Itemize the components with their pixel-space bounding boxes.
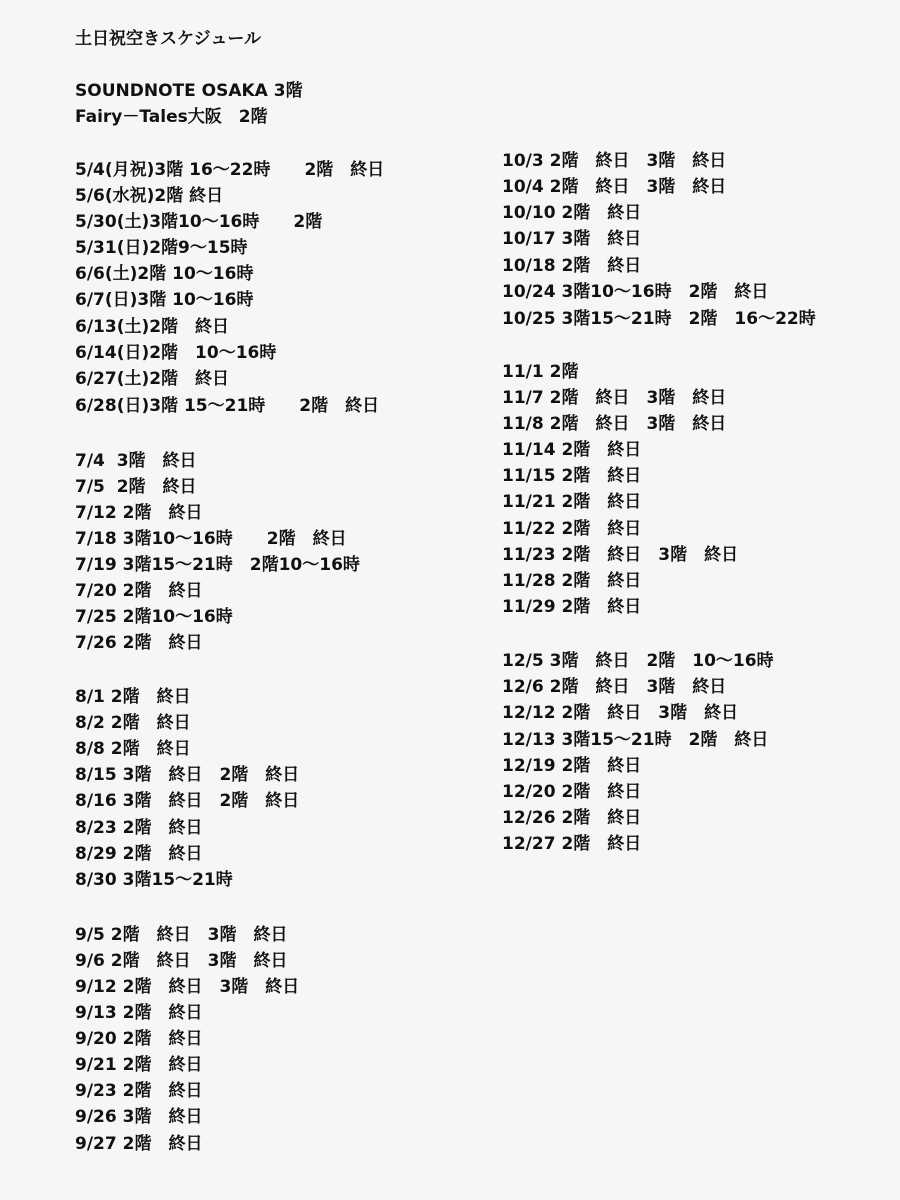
- schedule-entry: 9/23 2階 終日: [75, 1081, 203, 1101]
- schedule-entry: 9/21 2階 終日: [75, 1055, 203, 1075]
- schedule-entry: 8/23 2階 終日: [75, 818, 203, 838]
- schedule-entry: 7/18 3階10～16時 2階 終日: [75, 529, 347, 549]
- schedule-entry: 12/5 3階 終日 2階 10～16時: [502, 651, 774, 671]
- schedule-entry: 9/5 2階 終日 3階 終日: [75, 925, 288, 945]
- schedule-entry: 9/13 2階 終日: [75, 1003, 203, 1023]
- schedule-entry: 6/28(日)3階 15～21時 2階 終日: [75, 396, 380, 416]
- schedule-entry: 5/6(水祝)2階 終日: [75, 186, 224, 206]
- page-title: 土日祝空きスケジュール: [75, 29, 261, 49]
- schedule-entry: 8/1 2階 終日: [75, 687, 191, 707]
- schedule-entry: 11/29 2階 終日: [502, 597, 642, 617]
- schedule-entry: 12/27 2階 終日: [502, 834, 642, 854]
- schedule-entry: 7/5 2階 終日: [75, 477, 197, 497]
- schedule-entry: 10/17 3階 終日: [502, 229, 642, 249]
- schedule-entry: 9/12 2階 終日 3階 終日: [75, 977, 300, 997]
- schedule-entry: 11/8 2階 終日 3階 終日: [502, 414, 727, 434]
- schedule-entry: 12/26 2階 終日: [502, 808, 642, 828]
- schedule-entry: 11/22 2階 終日: [502, 519, 642, 539]
- schedule-entry: 12/13 3階15～21時 2階 終日: [502, 730, 769, 750]
- schedule-entry: 5/31(日)2階9～15時: [75, 238, 248, 258]
- schedule-entry: 11/1 2階: [502, 362, 579, 382]
- schedule-entry: 11/28 2階 終日: [502, 571, 642, 591]
- schedule-entry: 7/26 2階 終日: [75, 633, 203, 653]
- schedule-entry: 9/20 2階 終日: [75, 1029, 203, 1049]
- venue-line-fairy-tales: Fairy－Tales大阪 2階: [75, 107, 268, 127]
- schedule-entry: 10/24 3階10～16時 2階 終日: [502, 282, 769, 302]
- schedule-entry: 8/2 2階 終日: [75, 713, 191, 733]
- schedule-entry: 6/13(土)2階 終日: [75, 317, 230, 337]
- schedule-entry: 11/15 2階 終日: [502, 466, 642, 486]
- schedule-entry: 12/20 2階 終日: [502, 782, 642, 802]
- schedule-entry: 5/30(土)3階10～16時 2階: [75, 212, 323, 232]
- schedule-entry: 10/3 2階 終日 3階 終日: [502, 151, 727, 171]
- schedule-entry: 8/15 3階 終日 2階 終日: [75, 765, 300, 785]
- schedule-entry: 11/7 2階 終日 3階 終日: [502, 388, 727, 408]
- schedule-entry: 7/25 2階10～16時: [75, 607, 233, 627]
- schedule-entry: 6/7(日)3階 10～16時: [75, 290, 254, 310]
- schedule-entry: 9/27 2階 終日: [75, 1134, 203, 1154]
- schedule-entry: 11/14 2階 終日: [502, 440, 642, 460]
- schedule-entry: 10/4 2階 終日 3階 終日: [502, 177, 727, 197]
- schedule-entry: 7/19 3階15～21時 2階10～16時: [75, 555, 360, 575]
- schedule-entry: 9/6 2階 終日 3階 終日: [75, 951, 288, 971]
- schedule-entry: 10/10 2階 終日: [502, 203, 642, 223]
- schedule-entry: 6/14(日)2階 10～16時: [75, 343, 277, 363]
- schedule-entry: 7/12 2階 終日: [75, 503, 203, 523]
- schedule-entry: 11/23 2階 終日 3階 終日: [502, 545, 739, 565]
- schedule-entry: 8/29 2階 終日: [75, 844, 203, 864]
- schedule-entry: 8/8 2階 終日: [75, 739, 191, 759]
- schedule-entry: 9/26 3階 終日: [75, 1107, 203, 1127]
- schedule-entry: 10/25 3階15～21時 2階 16～22時: [502, 309, 816, 329]
- schedule-entry: 8/16 3階 終日 2階 終日: [75, 791, 300, 811]
- schedule-entry: 11/21 2階 終日: [502, 492, 642, 512]
- schedule-entry: 7/20 2階 終日: [75, 581, 203, 601]
- schedule-entry: 12/19 2階 終日: [502, 756, 642, 776]
- schedule-entry: 12/6 2階 終日 3階 終日: [502, 677, 727, 697]
- schedule-entry: 10/18 2階 終日: [502, 256, 642, 276]
- schedule-entry: 6/27(土)2階 終日: [75, 369, 230, 389]
- schedule-entry: 8/30 3階15～21時: [75, 870, 233, 890]
- schedule-entry: 5/4(月祝)3階 16～22時 2階 終日: [75, 160, 385, 180]
- schedule-entry: 6/6(土)2階 10～16時: [75, 264, 254, 284]
- schedule-entry: 7/4 3階 終日: [75, 451, 197, 471]
- venue-line-soundnote: SOUNDNOTE OSAKA 3階: [75, 81, 303, 101]
- schedule-entry: 12/12 2階 終日 3階 終日: [502, 703, 739, 723]
